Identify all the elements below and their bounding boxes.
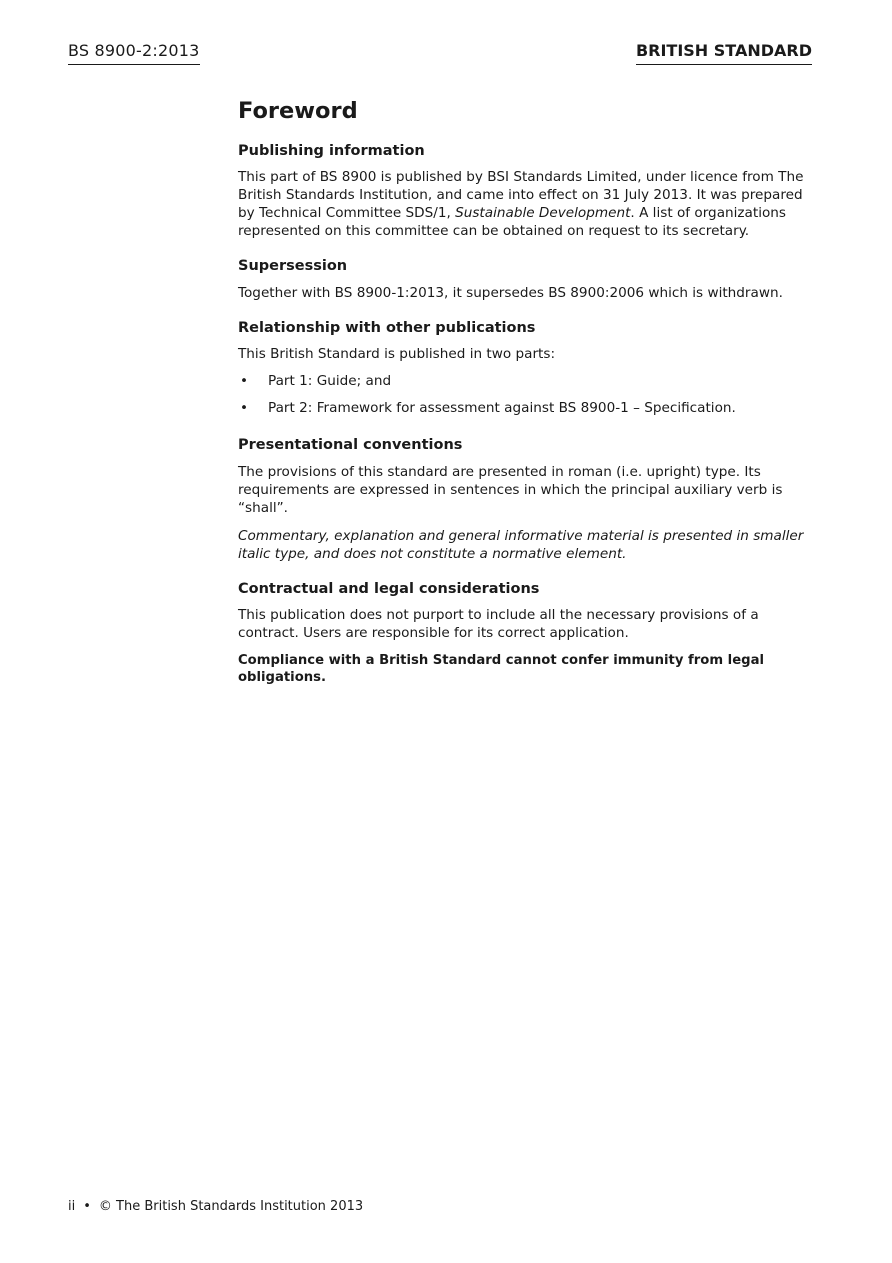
committee-name: Sustainable Development xyxy=(455,205,631,222)
publications-list xyxy=(238,372,812,417)
publishing-information-heading: Publishing information xyxy=(238,143,425,159)
relationship-heading: Relationship with other publications xyxy=(238,319,536,336)
publishing-text-part1: This part of BS 8900 is published by BSI Standards Limited, under licence from The British Standards Institution, and came into effect on 31 July 2013. It was prepared by Technical Committee SDS/1, xyxy=(238,169,804,222)
supersession-heading: Supersession xyxy=(238,258,348,275)
presentational-conventions-heading: Presentational conventions xyxy=(238,437,463,454)
page-footer xyxy=(68,1199,363,1214)
commentary-note: Commentary, explanation and general informative material is presented in smaller italic type, and does not constitute a normative element. xyxy=(238,527,804,562)
relationship-intro: This British Standard is published in two parts: xyxy=(238,346,556,363)
contractual-legal-heading: Contractual and legal considerations xyxy=(238,580,540,597)
presentational-conventions-text: The provisions of this standard are presented in roman (i.e. upright) type. Its requirements are expressed in sentences in which the principal auxiliary verb is “shall”. xyxy=(238,463,783,516)
publishing-text-part2: . A list of organizations represented on this committee can be obtained on request to its secretary. xyxy=(238,205,786,240)
standard-category: BRITISH STANDARD xyxy=(636,41,812,65)
list-item-text: Part 1: Guide; and xyxy=(268,373,392,390)
compliance-statement: Compliance with a British Standard cannot confer immunity from legal obligations. xyxy=(238,652,765,685)
publishing-information-text xyxy=(238,168,812,240)
list-item-text: Part 2: Framework for assessment against BS 8900-1 – Specification. xyxy=(268,400,736,417)
bullet-icon: • xyxy=(240,400,249,417)
footer-separator: • xyxy=(83,1199,91,1214)
list-item xyxy=(238,372,812,390)
supersession-text: Together with BS 8900-1:2013, it supersedes BS 8900:2006 which is withdrawn. xyxy=(238,284,783,301)
page-number: ii xyxy=(68,1199,76,1214)
page-title: Foreword xyxy=(238,98,358,124)
foreword-content xyxy=(238,98,812,702)
document-code: BS 8900-2:2013 xyxy=(68,41,200,65)
copyright-notice: © The British Standards Institution 2013 xyxy=(98,1199,364,1214)
contractual-legal-text: This publication does not purport to include all the necessary provisions of a contract. Users are responsible for its correct application. xyxy=(238,606,759,641)
bullet-icon: • xyxy=(240,373,249,390)
list-item xyxy=(238,399,812,417)
